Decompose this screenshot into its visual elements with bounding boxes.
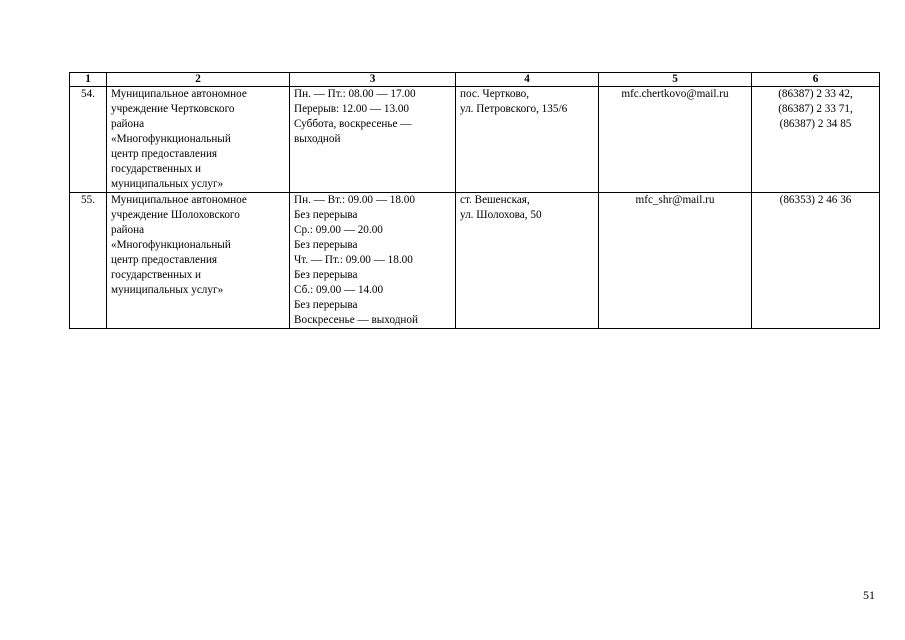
email-cell: mfc_shr@mail.ru xyxy=(599,193,752,329)
institution-name-line: государственных и xyxy=(111,269,202,281)
col-header-6: 6 xyxy=(752,73,880,87)
phone-line: (86387) 2 34 85 xyxy=(779,118,852,130)
table-row xyxy=(70,193,880,329)
col-header-1: 1 xyxy=(70,73,107,87)
email-cell: mfc.chertkovo@mail.ru xyxy=(599,87,752,193)
schedule-line: Пн. — Пт.: 08.00 — 17.00 xyxy=(294,88,416,100)
address-line: ул. Шолохова, 50 xyxy=(460,209,542,221)
institution-name-line: района xyxy=(111,224,145,236)
institution-name-line: Муниципальное автономное xyxy=(111,88,247,100)
phone-cell xyxy=(752,87,880,193)
page-number: 51 xyxy=(863,588,875,602)
schedule-line: Воскресенье — выходной xyxy=(294,314,418,326)
institution-name-line: «Многофункциональный xyxy=(111,239,231,251)
institution-name-line: Муниципальное автономное xyxy=(111,194,247,206)
institution-name-line: муниципальных услуг» xyxy=(111,284,224,296)
institution-name-line: государственных и xyxy=(111,163,202,175)
col-header-2: 2 xyxy=(107,73,290,87)
phone-cell xyxy=(752,193,880,329)
institution-name-line: учреждение Шолоховского xyxy=(111,209,240,221)
address-line: ст. Вешенская, xyxy=(460,194,530,206)
institution-name-cell xyxy=(107,87,290,193)
table-row xyxy=(70,87,880,193)
schedule-line: Суббота, воскресенье — xyxy=(294,118,412,130)
row-number: 54. xyxy=(70,87,107,193)
row-number: 55. xyxy=(70,193,107,329)
phone-line: (86387) 2 33 71, xyxy=(778,103,853,115)
schedule-line: Без перерыва xyxy=(294,269,358,281)
institution-name-line: учреждение Чертковского xyxy=(111,103,235,115)
address-cell xyxy=(456,193,599,329)
schedule-line: Без перерыва xyxy=(294,239,358,251)
institution-name-line: района xyxy=(111,118,145,130)
institution-name-cell xyxy=(107,193,290,329)
col-header-4: 4 xyxy=(456,73,599,87)
institution-name-line: «Многофункциональный xyxy=(111,133,231,145)
address-line: ул. Петровского, 135/6 xyxy=(460,103,568,115)
schedule-line: Без перерыва xyxy=(294,299,358,311)
schedule-line: Сб.: 09.00 — 14.00 xyxy=(294,284,384,296)
phone-line: (86353) 2 46 36 xyxy=(779,194,852,206)
header-row xyxy=(70,73,880,87)
schedule-line: Пн. — Вт.: 09.00 — 18.00 xyxy=(294,194,415,206)
schedule-line: Чт. — Пт.: 09.00 — 18.00 xyxy=(294,254,413,266)
phone-line: (86387) 2 33 42, xyxy=(778,88,853,100)
institution-name-line: центр предоставления xyxy=(111,254,218,266)
address-cell xyxy=(456,87,599,193)
institutions-table xyxy=(69,72,880,329)
col-header-3: 3 xyxy=(290,73,456,87)
schedule-cell xyxy=(290,87,456,193)
schedule-line: Без перерыва xyxy=(294,209,358,221)
institution-name-line: центр предоставления xyxy=(111,148,218,160)
schedule-line: выходной xyxy=(294,133,341,145)
schedule-line: Перерыв: 12.00 — 13.00 xyxy=(294,103,410,115)
col-header-5: 5 xyxy=(599,73,752,87)
schedule-cell xyxy=(290,193,456,329)
schedule-line: Ср.: 09.00 — 20.00 xyxy=(294,224,383,236)
address-line: пос. Чертково, xyxy=(460,88,530,100)
institution-name-line: муниципальных услуг» xyxy=(111,178,224,190)
